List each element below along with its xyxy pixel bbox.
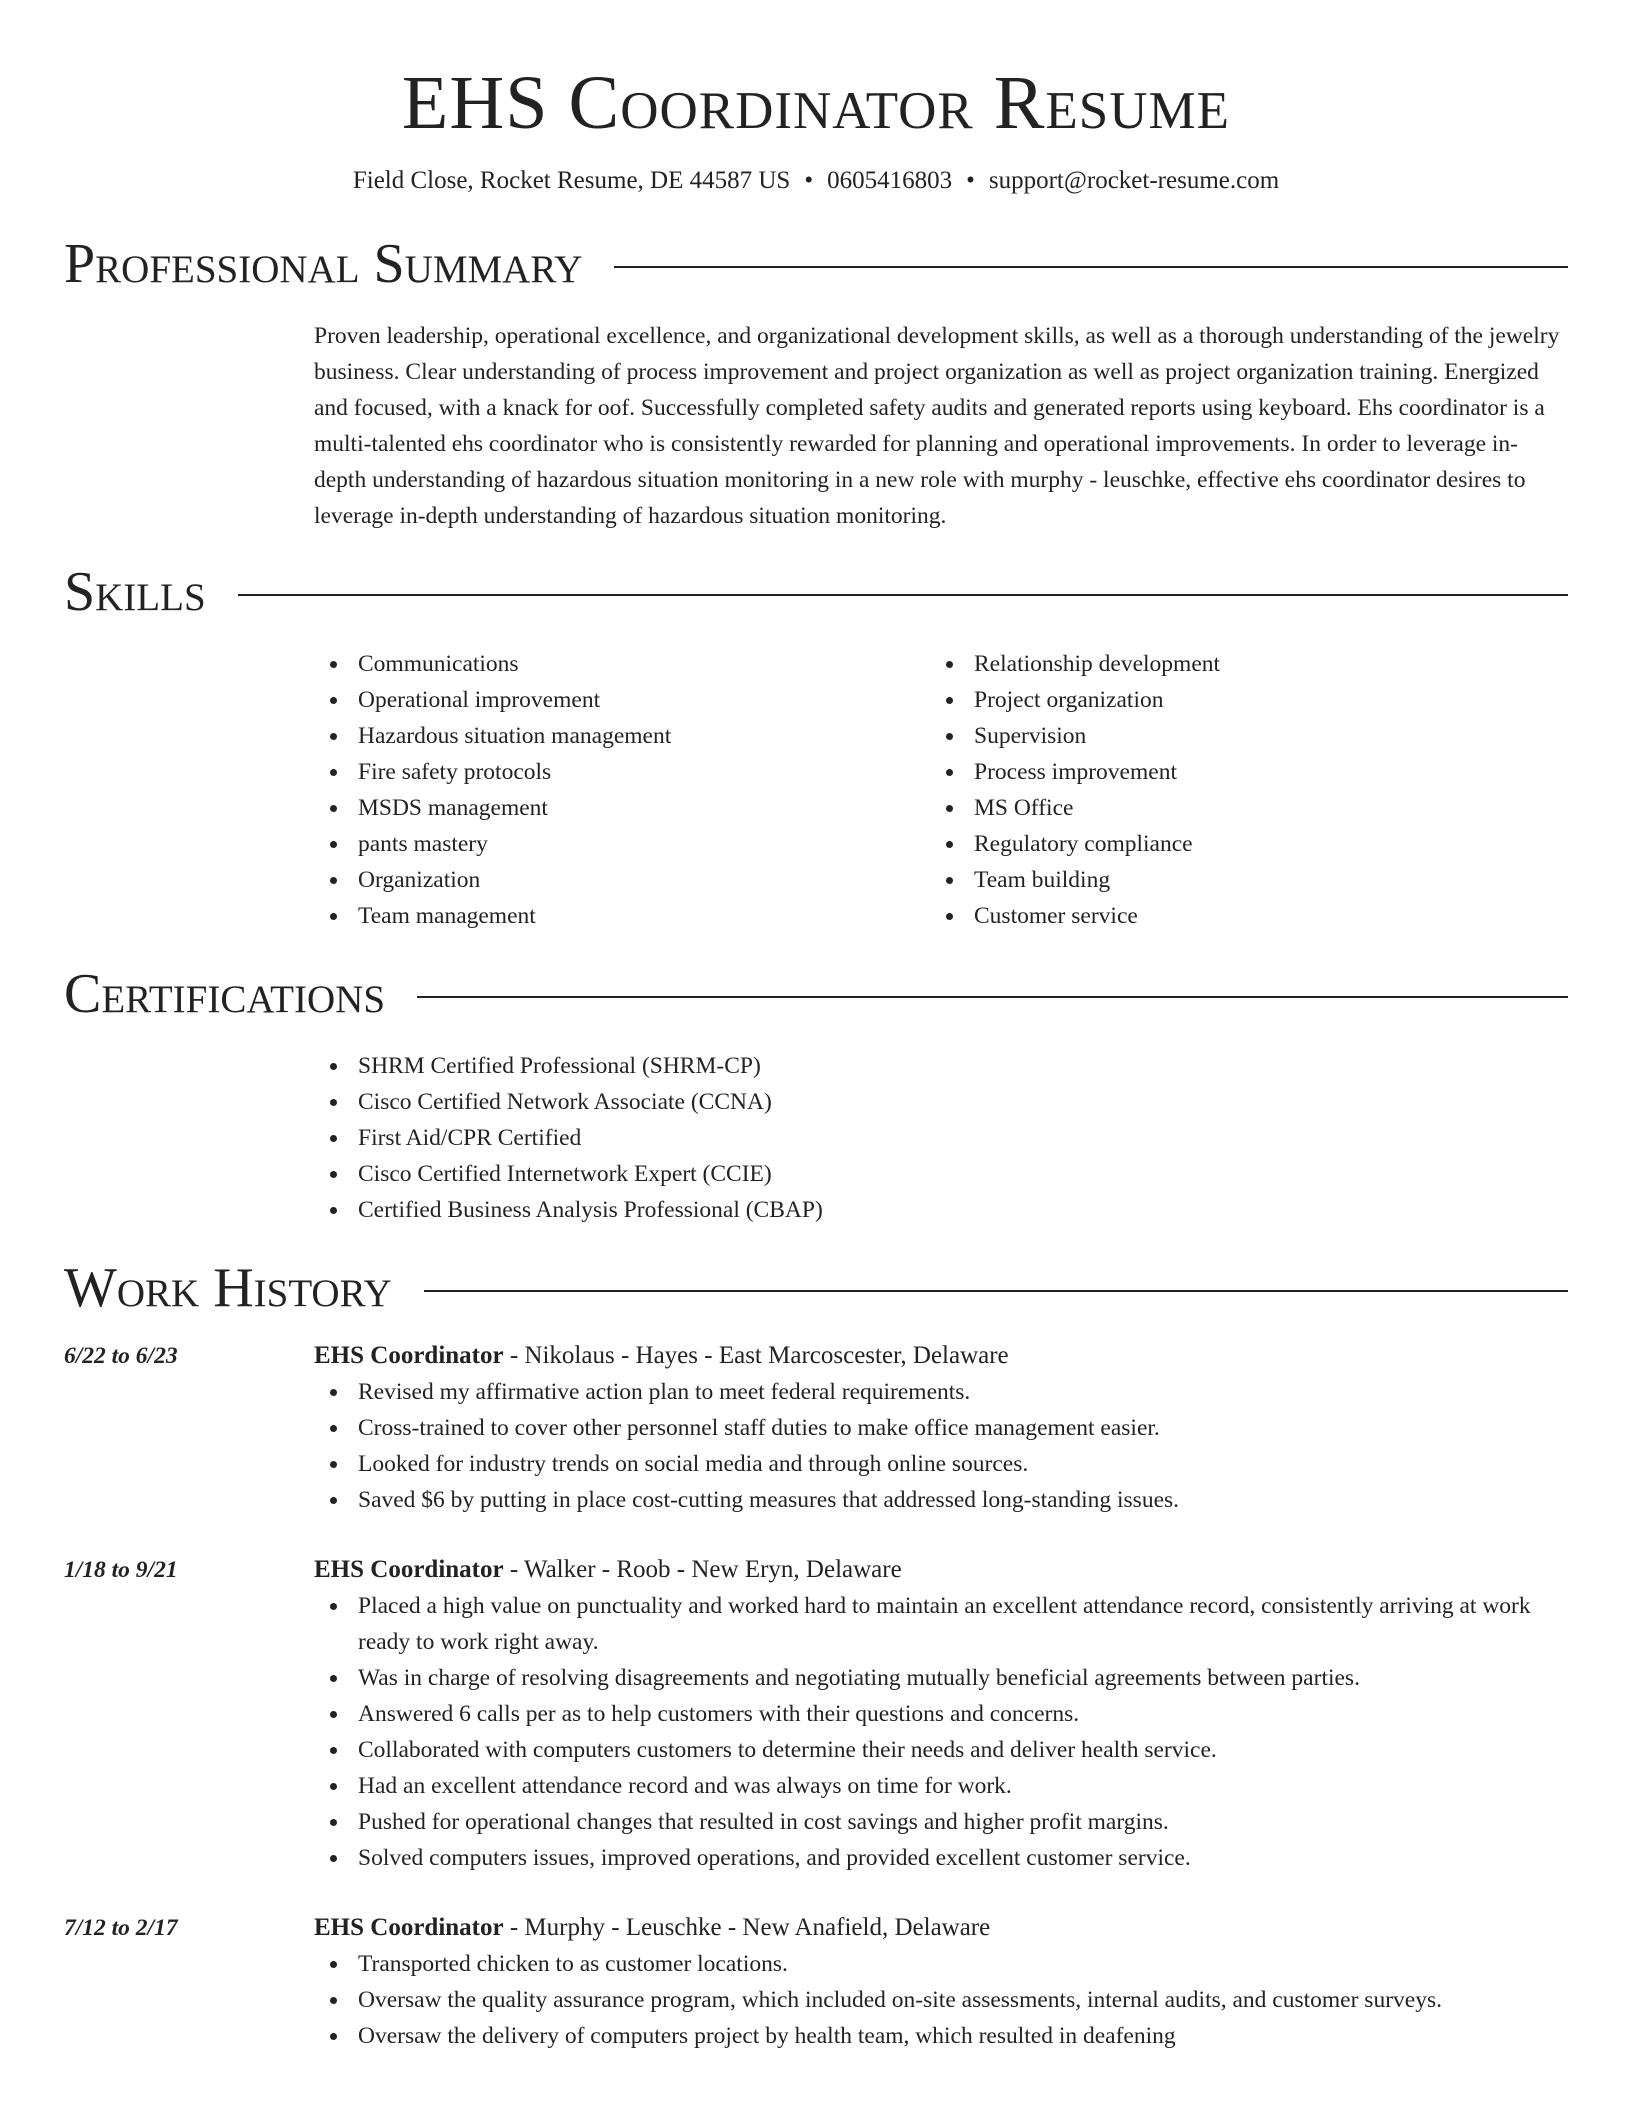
contact-email: support@rocket-resume.com (988, 167, 1280, 194)
skill-item: Team management (314, 898, 930, 934)
section-divider (238, 594, 1568, 596)
certification-item: Cisco Certified Internetwork Expert (CCIE) (314, 1156, 1568, 1192)
job-details (314, 1338, 1568, 1518)
skill-item: pants mastery (314, 826, 930, 862)
summary-header (64, 232, 1568, 296)
certifications-header (64, 962, 1568, 1026)
section-divider (614, 266, 1568, 268)
job-bullet: Pushed for operational changes that resulted in cost savings and higher profit margins. (314, 1804, 1568, 1840)
job-role: EHS Coordinator (314, 1342, 504, 1369)
skills-header (64, 560, 1568, 624)
job-role: EHS Coordinator (314, 1914, 504, 1941)
job-bullet: Had an excellent attendance record and was always on time for work. (314, 1768, 1568, 1804)
work-header (64, 1256, 1568, 1320)
certification-item: SHRM Certified Professional (SHRM-CP) (314, 1048, 1568, 1084)
certifications-section (64, 962, 1568, 1228)
work-history-list (64, 1338, 1568, 2054)
job-bullets (314, 1374, 1568, 1518)
job-heading (314, 1552, 1568, 1588)
skills-section (64, 560, 1568, 934)
skill-item: MSDS management (314, 790, 930, 826)
skills-grid (314, 646, 1568, 934)
job-entry (64, 1910, 1568, 2054)
job-details (314, 1910, 1568, 2054)
contact-separator: • (804, 167, 814, 194)
job-heading (314, 1338, 1568, 1374)
skills-heading: Skills (64, 561, 206, 623)
skill-item: Process improvement (930, 754, 1546, 790)
job-bullet: Saved $6 by putting in place cost-cutting measures that addressed long-standing issues. (314, 1482, 1568, 1518)
skill-item: Customer service (930, 898, 1546, 934)
job-bullet: Oversaw the quality assurance program, which included on-site assessments, internal audits, and customer surveys. (314, 1982, 1568, 2018)
job-dates: 6/22 to 6/23 (64, 1343, 178, 1369)
certification-item: Certified Business Analysis Professional (CBAP) (314, 1192, 1568, 1228)
certifications-list (314, 1048, 1568, 1228)
summary-section (64, 232, 1568, 534)
job-bullet: Was in charge of resolving disagreements and negotiating mutually beneficial agreements between parties. (314, 1660, 1568, 1696)
job-role: EHS Coordinator (314, 1556, 504, 1583)
job-bullet: Solved computers issues, improved operations, and provided excellent customer service. (314, 1840, 1568, 1876)
skill-item: Project organization (930, 682, 1546, 718)
summary-text: Proven leadership, operational excellence, and organizational development skills, as well as a thorough understanding of the jewelry business. Clear understanding of process improvement and project organization as well as project organization training. Energized and focused, with a knack for oof. Successfully completed safety audits and generated reports using keyboard. Ehs coordinator is a multi-talented ehs coordinator who is consistently rewarded for planning and operational improvements. In order to leverage in-depth understanding of hazardous situation monitoring in a new role with murphy - leuschke, effective ehs coordinator desires to leverage in-depth understanding of hazardous situation monitoring. (314, 323, 1560, 529)
job-bullet: Placed a high value on punctuality and worked hard to maintain an excellent attendance record, consistently arriving at work ready to work right away. (314, 1588, 1568, 1660)
job-entry (64, 1552, 1568, 1876)
section-divider (424, 1290, 1568, 1292)
skill-item: Regulatory compliance (930, 826, 1546, 862)
job-dates: 7/12 to 2/17 (64, 1915, 178, 1941)
resume-title: EHS Coordinator Resume (401, 61, 1231, 145)
job-bullet: Revised my affirmative action plan to meet federal requirements. (314, 1374, 1568, 1410)
certifications-body (314, 1048, 1568, 1228)
job-bullets (314, 1588, 1568, 1876)
job-bullet: Answered 6 calls per as to help customers with their questions and concerns. (314, 1696, 1568, 1732)
job-employer: - Walker - Roob - New Eryn, Delaware (503, 1556, 902, 1583)
contact-address: Field Close, Rocket Resume, DE 44587 US (352, 167, 791, 194)
certifications-heading: Certifications (64, 963, 386, 1025)
job-bullet: Looked for industry trends on social media and through online sources. (314, 1446, 1568, 1482)
skill-item: Supervision (930, 718, 1546, 754)
work-section (64, 1256, 1568, 2054)
certification-item: First Aid/CPR Certified (314, 1120, 1568, 1156)
summary-heading: Professional Summary (64, 233, 583, 295)
skills-left-list (314, 646, 930, 934)
section-divider (417, 996, 1568, 998)
job-employer: - Murphy - Leuschke - New Anafield, Delaware (503, 1914, 991, 1941)
job-bullets (314, 1946, 1568, 2054)
skill-item: MS Office (930, 790, 1546, 826)
job-bullet: Transported chicken to as customer locations. (314, 1946, 1568, 1982)
contact-phone: 0605416803 (827, 167, 953, 194)
skill-item: Relationship development (930, 646, 1546, 682)
job-bullet: Collaborated with computers customers to determine their needs and deliver health service. (314, 1732, 1568, 1768)
contact-separator: • (966, 167, 975, 194)
job-employer: - Nikolaus - Hayes - East Marcoscester, Delaware (503, 1342, 1009, 1369)
skills-right-list (930, 646, 1546, 934)
work-heading: Work History (64, 1257, 392, 1319)
certification-item: Cisco Certified Network Associate (CCNA) (314, 1084, 1568, 1120)
job-bullet: Oversaw the delivery of computers project by health team, which resulted in deafening (314, 2018, 1568, 2054)
job-bullet: Cross-trained to cover other personnel staff duties to make office management easier. (314, 1410, 1568, 1446)
skill-item: Hazardous situation management (314, 718, 930, 754)
job-entry (64, 1338, 1568, 1518)
skill-item: Organization (314, 862, 930, 898)
job-heading (314, 1910, 1568, 1946)
contact-line (64, 166, 1568, 196)
skill-item: Operational improvement (314, 682, 930, 718)
skill-item: Fire safety protocols (314, 754, 930, 790)
job-dates: 1/18 to 9/21 (64, 1557, 178, 1583)
job-details (314, 1552, 1568, 1876)
skill-item: Team building (930, 862, 1546, 898)
skill-item: Communications (314, 646, 930, 682)
